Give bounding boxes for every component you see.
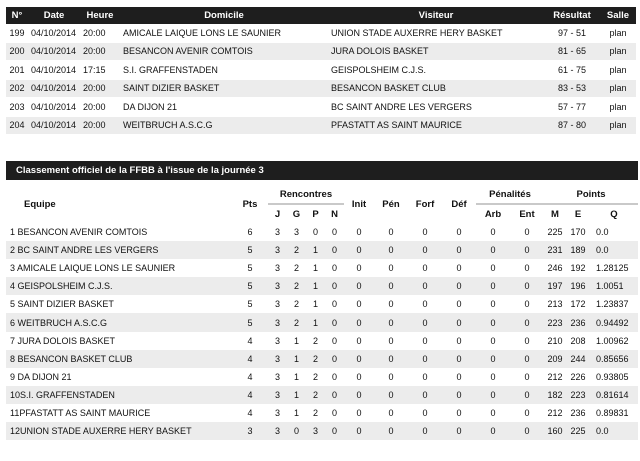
standings-pen-cell: 0 xyxy=(374,223,408,241)
standings-n-cell: 0 xyxy=(325,332,344,350)
standings-e-cell: 189 xyxy=(566,241,590,259)
standings-arb-cell: 0 xyxy=(476,241,510,259)
standings-arb-cell: 0 xyxy=(476,422,510,440)
standings-m-cell: 182 xyxy=(544,386,566,404)
col-header-e: E xyxy=(574,208,582,220)
match-away-cell: BC SAINT ANDRE LES VERGERS xyxy=(328,98,544,117)
standings-arb-cell: 0 xyxy=(476,404,510,422)
col-header-forf: Forf xyxy=(415,198,435,210)
standings-e-cell: 225 xyxy=(566,422,590,440)
standings-team-name: BESANCON AVENIR COMTOIS xyxy=(17,227,148,238)
standings-e-cell: 170 xyxy=(566,223,590,241)
standings-j-cell: 3 xyxy=(268,350,287,368)
standings-def-cell: 0 xyxy=(442,259,476,277)
standings-team-name: S.I. GRAFFENSTADEN xyxy=(20,389,115,400)
standings-pen-cell: 0 xyxy=(374,259,408,277)
standings-q-cell: 1.0051 xyxy=(590,277,638,295)
standings-q-cell: 0.0 xyxy=(590,422,638,440)
standings-row xyxy=(6,277,638,295)
standings-forf-cell: 0 xyxy=(408,386,442,404)
standings-ent-cell: 0 xyxy=(510,259,544,277)
standings-j-cell: 3 xyxy=(268,386,287,404)
standings-j-cell: 3 xyxy=(268,223,287,241)
standings-row xyxy=(6,386,638,404)
standings-pen-cell: 0 xyxy=(374,313,408,331)
standings-ent-cell: 0 xyxy=(510,422,544,440)
standings-row xyxy=(6,368,638,386)
match-row xyxy=(6,116,636,135)
standings-m-cell: 246 xyxy=(544,259,566,277)
standings-pts-cell: 5 xyxy=(232,313,268,331)
standings-team-name: WEITBRUCH A.S.C.G xyxy=(17,317,108,328)
match-date-cell: 04/10/2014 xyxy=(28,116,80,135)
standings-e-cell: 196 xyxy=(566,277,590,295)
standings-arb-cell: 0 xyxy=(476,332,510,350)
match-hall-cell[interactable]: plan xyxy=(600,61,636,80)
standings-p-cell: 2 xyxy=(306,386,325,404)
standings-e-cell: 208 xyxy=(566,332,590,350)
standings-p-cell: 1 xyxy=(306,259,325,277)
standings-ent-cell: 0 xyxy=(510,241,544,259)
match-home-cell: WEITBRUCH A.S.C.G xyxy=(120,116,328,135)
standings-g-cell: 1 xyxy=(287,404,306,422)
standings-p-cell: 2 xyxy=(306,350,325,368)
standings-def-cell: 0 xyxy=(442,332,476,350)
standings-rank: 10 xyxy=(10,389,21,400)
matches-header-row xyxy=(6,7,636,24)
standings-row xyxy=(6,295,638,313)
col-header-date: Date xyxy=(28,7,80,24)
col-header-pen: Pén xyxy=(382,198,400,210)
standings-n-cell: 0 xyxy=(325,386,344,404)
col-header-init: Init xyxy=(351,198,367,210)
standings-n-cell: 0 xyxy=(325,422,344,440)
standings-row xyxy=(6,223,638,241)
standings-rank: 2 xyxy=(10,245,16,256)
standings-ent-cell: 0 xyxy=(510,368,544,386)
standings-def-cell: 0 xyxy=(442,241,476,259)
standings-q-cell: 0.81614 xyxy=(590,386,638,404)
standings-arb-cell: 0 xyxy=(476,277,510,295)
standings-row xyxy=(6,259,638,277)
col-header-def: Déf xyxy=(451,198,467,210)
standings-rank: 7 xyxy=(10,335,16,346)
standings-team-cell xyxy=(6,313,232,331)
standings-pen-cell: 0 xyxy=(374,241,408,259)
standings-arb-cell: 0 xyxy=(476,350,510,368)
standings-m-cell: 223 xyxy=(544,313,566,331)
standings-team-name: UNION STADE AUXERRE HERY BASKET xyxy=(20,426,192,437)
standings-g-cell: 2 xyxy=(287,313,306,331)
standings-m-cell: 212 xyxy=(544,368,566,386)
standings-e-cell: 192 xyxy=(566,259,590,277)
match-date-cell: 04/10/2014 xyxy=(28,98,80,117)
standings-e-cell: 236 xyxy=(566,313,590,331)
standings-e-cell: 223 xyxy=(566,386,590,404)
standings-rank: 5 xyxy=(10,299,16,310)
standings-pts-cell: 4 xyxy=(232,386,268,404)
standings-forf-cell: 0 xyxy=(408,368,442,386)
standings-e-cell: 236 xyxy=(566,404,590,422)
standings-n-cell: 0 xyxy=(325,404,344,422)
standings-team-cell xyxy=(6,259,232,277)
col-header-p: P xyxy=(312,208,319,220)
standings-team-cell xyxy=(6,223,232,241)
standings-team-cell xyxy=(6,277,232,295)
standings-team-name: BC SAINT ANDRE LES VERGERS xyxy=(17,245,159,256)
standings-forf-cell: 0 xyxy=(408,277,442,295)
standings-ent-cell: 0 xyxy=(510,386,544,404)
standings-row xyxy=(6,422,638,440)
col-header-result: Résultat xyxy=(544,7,600,24)
standings-init-cell: 0 xyxy=(344,241,374,259)
standings-rank: 3 xyxy=(10,263,16,274)
standings-def-cell: 0 xyxy=(442,386,476,404)
standings-n-cell: 0 xyxy=(325,223,344,241)
standings-ent-cell: 0 xyxy=(510,295,544,313)
standings-team-cell xyxy=(6,422,232,440)
standings-p-cell: 1 xyxy=(306,313,325,331)
standings-p-cell: 1 xyxy=(306,241,325,259)
standings-pts-cell: 4 xyxy=(232,332,268,350)
standings-def-cell: 0 xyxy=(442,223,476,241)
standings-forf-cell: 0 xyxy=(408,422,442,440)
col-group-points: Points xyxy=(544,185,638,204)
standings-team-name: SAINT DIZIER BASKET xyxy=(17,299,114,310)
match-time-cell: 20:00 xyxy=(80,98,120,117)
standings-m-cell: 209 xyxy=(544,350,566,368)
match-num-cell: 200 xyxy=(6,42,28,61)
col-group-rencontres: Rencontres xyxy=(268,185,344,204)
standings-q-cell: 0.0 xyxy=(590,241,638,259)
match-date-cell: 04/10/2014 xyxy=(28,79,80,98)
standings-forf-cell: 0 xyxy=(408,295,442,313)
standings-init-cell: 0 xyxy=(344,368,374,386)
standings-init-cell: 0 xyxy=(344,422,374,440)
standings-m-cell: 210 xyxy=(544,332,566,350)
standings-pts-cell: 5 xyxy=(232,295,268,313)
standings-def-cell: 0 xyxy=(442,404,476,422)
match-hall-cell[interactable]: plan xyxy=(600,24,636,42)
match-home-cell: BESANCON AVENIR COMTOIS xyxy=(120,42,328,61)
match-away-cell: GEISPOLSHEIM C.J.S. xyxy=(328,61,544,80)
standings-q-cell: 1.23837 xyxy=(590,295,638,313)
match-time-cell: 20:00 xyxy=(80,24,120,42)
standings-pts-cell: 4 xyxy=(232,350,268,368)
standings-q-cell: 0.0 xyxy=(590,223,638,241)
standings-init-cell: 0 xyxy=(344,350,374,368)
match-home-cell: DA DIJON 21 xyxy=(120,98,328,117)
standings-ent-cell: 0 xyxy=(510,277,544,295)
standings-ent-cell: 0 xyxy=(510,350,544,368)
standings-rank: 11 xyxy=(10,407,20,418)
standings-q-cell: 0.93805 xyxy=(590,368,638,386)
standings-pen-cell: 0 xyxy=(374,350,408,368)
standings-g-cell: 1 xyxy=(287,368,306,386)
standings-team-cell xyxy=(6,241,232,259)
standings-pts-cell: 3 xyxy=(232,422,268,440)
standings-arb-cell: 0 xyxy=(476,223,510,241)
standings-row xyxy=(6,313,638,331)
standings-j-cell: 3 xyxy=(268,277,287,295)
col-header-m: M xyxy=(551,208,559,220)
standings-p-cell: 3 xyxy=(306,422,325,440)
standings-n-cell: 0 xyxy=(325,259,344,277)
col-header-time: Heure xyxy=(80,7,120,24)
standings-team-cell xyxy=(6,332,232,350)
match-away-cell: UNION STADE AUXERRE HERY BASKET xyxy=(328,24,544,42)
standings-def-cell: 0 xyxy=(442,277,476,295)
standings-j-cell: 3 xyxy=(268,313,287,331)
standings-q-cell: 1.00962 xyxy=(590,332,638,350)
standings-pen-cell: 0 xyxy=(374,277,408,295)
match-away-cell: PFASTATT AS SAINT MAURICE xyxy=(328,116,544,135)
standings-e-cell: 172 xyxy=(566,295,590,313)
standings-j-cell: 3 xyxy=(268,404,287,422)
match-row xyxy=(6,98,636,117)
col-header-arb: Arb xyxy=(484,208,502,220)
standings-def-cell: 0 xyxy=(442,368,476,386)
standings-g-cell: 1 xyxy=(287,350,306,368)
standings-team-cell xyxy=(6,368,232,386)
col-header-hall: Salle xyxy=(600,7,636,24)
col-header-num: N° xyxy=(6,7,28,24)
matches-table xyxy=(6,7,636,135)
standings-p-cell: 2 xyxy=(306,404,325,422)
match-time-cell: 20:00 xyxy=(80,42,120,61)
standings-g-cell: 1 xyxy=(287,332,306,350)
match-away-cell: JURA DOLOIS BASKET xyxy=(328,42,544,61)
match-result-cell: 81 - 65 xyxy=(544,42,600,61)
standings-q-cell: 0.94492 xyxy=(590,313,638,331)
standings-team-cell xyxy=(6,404,232,422)
match-row xyxy=(6,61,636,80)
standings-e-cell: 226 xyxy=(566,368,590,386)
match-date-cell: 04/10/2014 xyxy=(28,61,80,80)
match-row xyxy=(6,79,636,98)
standings-m-cell: 212 xyxy=(544,404,566,422)
standings-pen-cell: 0 xyxy=(374,332,408,350)
standings-n-cell: 0 xyxy=(325,313,344,331)
standings-forf-cell: 0 xyxy=(408,259,442,277)
match-home-cell: AMICALE LAIQUE LONS LE SAUNIER xyxy=(120,24,328,42)
standings-j-cell: 3 xyxy=(268,368,287,386)
match-row xyxy=(6,24,636,42)
standings-n-cell: 0 xyxy=(325,295,344,313)
standings-team-name: BESANCON BASKET CLUB xyxy=(17,353,133,364)
match-date-cell: 04/10/2014 xyxy=(28,42,80,61)
standings-rank: 12 xyxy=(10,426,21,437)
col-header-home: Domicile xyxy=(120,7,328,24)
match-date-cell: 04/10/2014 xyxy=(28,24,80,42)
standings-init-cell: 0 xyxy=(344,404,374,422)
standings-forf-cell: 0 xyxy=(408,332,442,350)
standings-def-cell: 0 xyxy=(442,350,476,368)
standings-pts-cell: 4 xyxy=(232,368,268,386)
standings-pen-cell: 0 xyxy=(374,386,408,404)
standings-j-cell: 3 xyxy=(268,422,287,440)
standings-p-cell: 1 xyxy=(306,295,325,313)
standings-n-cell: 0 xyxy=(325,368,344,386)
standings-pen-cell: 0 xyxy=(374,295,408,313)
col-header-away: Visiteur xyxy=(328,7,544,24)
standings-arb-cell: 0 xyxy=(476,313,510,331)
standings-m-cell: 160 xyxy=(544,422,566,440)
standings-q-cell: 0.85656 xyxy=(590,350,638,368)
standings-j-cell: 3 xyxy=(268,241,287,259)
standings-j-cell: 3 xyxy=(268,259,287,277)
col-group-penalites: Pénalités xyxy=(476,185,544,204)
standings-rank: 8 xyxy=(10,353,16,364)
standings-team-name: PFASTATT AS SAINT MAURICE xyxy=(19,407,151,418)
standings-ent-cell: 0 xyxy=(510,404,544,422)
standings-ent-cell: 0 xyxy=(510,332,544,350)
match-hall-cell[interactable]: plan xyxy=(600,98,636,117)
standings-def-cell: 0 xyxy=(442,295,476,313)
standings-arb-cell: 0 xyxy=(476,259,510,277)
standings-row xyxy=(6,332,638,350)
matches-body xyxy=(6,24,636,135)
match-num-cell: 201 xyxy=(6,61,28,80)
col-header-team: Equipe xyxy=(24,198,56,210)
standings-n-cell: 0 xyxy=(325,277,344,295)
standings-arb-cell: 0 xyxy=(476,386,510,404)
standings-rank: 6 xyxy=(10,317,16,328)
standings-init-cell: 0 xyxy=(344,332,374,350)
standings-g-cell: 2 xyxy=(287,295,306,313)
match-time-cell: 17:15 xyxy=(80,61,120,80)
standings-n-cell: 0 xyxy=(325,241,344,259)
standings-init-cell: 0 xyxy=(344,259,374,277)
standings-j-cell: 3 xyxy=(268,295,287,313)
standings-p-cell: 2 xyxy=(306,332,325,350)
standings-pts-cell: 4 xyxy=(232,404,268,422)
standings-ent-cell: 0 xyxy=(510,313,544,331)
standings-m-cell: 231 xyxy=(544,241,566,259)
match-home-cell: S.I. GRAFFENSTADEN xyxy=(120,61,328,80)
match-row xyxy=(6,42,636,61)
standings-team-name: DA DIJON 21 xyxy=(17,371,72,382)
standings-forf-cell: 0 xyxy=(408,350,442,368)
standings-pen-cell: 0 xyxy=(374,368,408,386)
standings-forf-cell: 0 xyxy=(408,223,442,241)
match-result-cell: 83 - 53 xyxy=(544,79,600,98)
standings-team-cell xyxy=(6,350,232,368)
match-hall-cell[interactable]: plan xyxy=(600,79,636,98)
match-time-cell: 20:00 xyxy=(80,116,120,135)
standings-table xyxy=(6,185,638,440)
match-result-cell: 57 - 77 xyxy=(544,98,600,117)
standings-team-name: JURA DOLOIS BASKET xyxy=(17,335,116,346)
match-num-cell: 199 xyxy=(6,24,28,42)
standings-team-cell xyxy=(6,295,232,313)
standings-init-cell: 0 xyxy=(344,386,374,404)
match-num-cell: 203 xyxy=(6,98,28,117)
standings-row xyxy=(6,241,638,259)
standings-rank: 1 xyxy=(10,227,16,238)
standings-ent-cell: 0 xyxy=(510,223,544,241)
match-hall-cell[interactable]: plan xyxy=(600,42,636,61)
match-result-cell: 97 - 51 xyxy=(544,24,600,42)
standings-header-row-1 xyxy=(6,185,638,204)
standings-body xyxy=(6,223,638,440)
standings-n-cell: 0 xyxy=(325,350,344,368)
standings-p-cell: 0 xyxy=(306,223,325,241)
col-header-j: J xyxy=(274,208,281,220)
match-time-cell: 20:00 xyxy=(80,79,120,98)
standings-pts-cell: 5 xyxy=(232,259,268,277)
col-header-pts: Pts xyxy=(242,198,258,210)
standings-g-cell: 2 xyxy=(287,241,306,259)
standings-def-cell: 0 xyxy=(442,422,476,440)
match-num-cell: 202 xyxy=(6,79,28,98)
standings-g-cell: 2 xyxy=(287,259,306,277)
standings-pts-cell: 6 xyxy=(232,223,268,241)
standings-g-cell: 1 xyxy=(287,386,306,404)
standings-init-cell: 0 xyxy=(344,295,374,313)
standings-pen-cell: 0 xyxy=(374,422,408,440)
standings-pts-cell: 5 xyxy=(232,277,268,295)
match-away-cell: BESANCON BASKET CLUB xyxy=(328,79,544,98)
standings-q-cell: 0.89831 xyxy=(590,404,638,422)
standings-row xyxy=(6,350,638,368)
match-num-cell: 204 xyxy=(6,116,28,135)
standings-p-cell: 1 xyxy=(306,277,325,295)
standings-g-cell: 2 xyxy=(287,277,306,295)
col-header-n: N xyxy=(331,208,338,220)
standings-arb-cell: 0 xyxy=(476,368,510,386)
standings-arb-cell: 0 xyxy=(476,295,510,313)
standings-rank: 9 xyxy=(10,371,16,382)
match-home-cell: SAINT DIZIER BASKET xyxy=(120,79,328,98)
standings-title: Classement officiel de la FFBB à l'issue de la journée 3 xyxy=(6,161,638,180)
match-result-cell: 87 - 80 xyxy=(544,116,600,135)
standings-q-cell: 1.28125 xyxy=(590,259,638,277)
standings-j-cell: 3 xyxy=(268,332,287,350)
standings-p-cell: 2 xyxy=(306,368,325,386)
standings-team-cell xyxy=(6,386,232,404)
standings-e-cell: 244 xyxy=(566,350,590,368)
standings-m-cell: 213 xyxy=(544,295,566,313)
standings-init-cell: 0 xyxy=(344,313,374,331)
standings-init-cell: 0 xyxy=(344,277,374,295)
standings-rank: 4 xyxy=(10,281,16,292)
col-header-ent: Ent xyxy=(519,208,535,220)
standings-pen-cell: 0 xyxy=(374,404,408,422)
standings-def-cell: 0 xyxy=(442,313,476,331)
col-header-g: G xyxy=(292,208,301,220)
standings-team-name: AMICALE LAIQUE LONS LE SAUNIER xyxy=(17,263,176,274)
standings-forf-cell: 0 xyxy=(408,313,442,331)
standings-m-cell: 225 xyxy=(544,223,566,241)
standings-m-cell: 197 xyxy=(544,277,566,295)
standings-team-name: GEISPOLSHEIM C.J.S. xyxy=(17,281,113,292)
match-result-cell: 61 - 75 xyxy=(544,61,600,80)
standings-pts-cell: 5 xyxy=(232,241,268,259)
standings-init-cell: 0 xyxy=(344,223,374,241)
standings-g-cell: 3 xyxy=(287,223,306,241)
match-hall-cell[interactable]: plan xyxy=(600,116,636,135)
standings-g-cell: 0 xyxy=(287,422,306,440)
standings-forf-cell: 0 xyxy=(408,404,442,422)
standings-forf-cell: 0 xyxy=(408,241,442,259)
col-header-q: Q xyxy=(610,208,618,220)
standings-row xyxy=(6,404,638,422)
